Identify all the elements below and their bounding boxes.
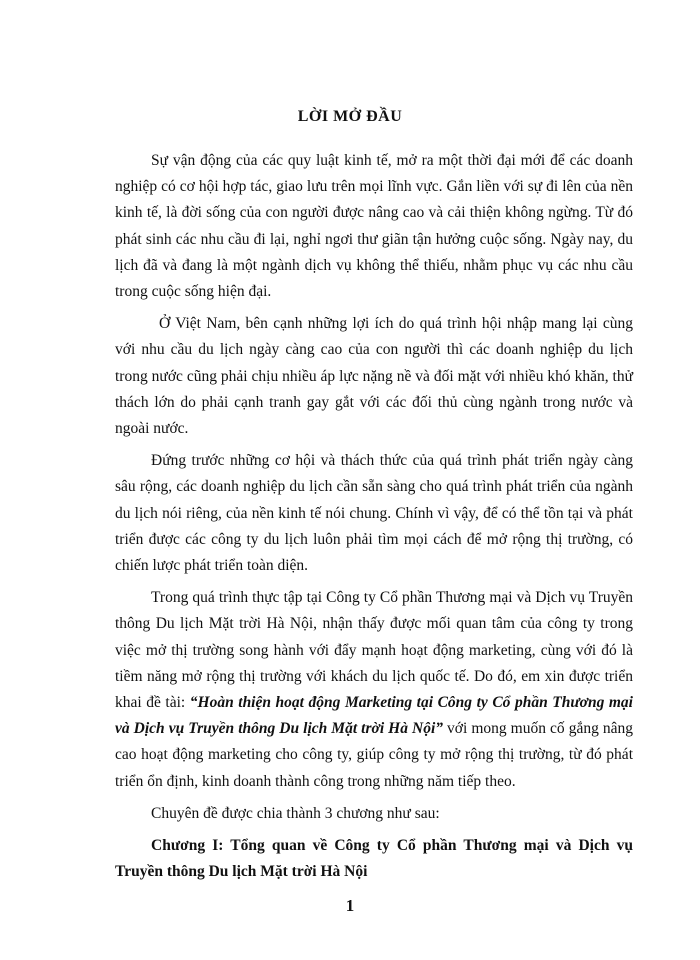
paragraph-intro: Sự vận động của các quy luật kinh tế, mở ra một thời đại mới để các doanh nghiệp có cơ hội hợp tác, giao lưu trên mọi lĩnh vực. Gắn liền với sự đi lên của nền kinh tế, là đời sống của con người được nâng cao và cải thiện không ngừng. Từ đó phát sinh các nhu cầu đi lại, nghỉ ngơi thư giãn tận hưởng cuộc sống. Ngày nay, du lịch đã và đang là một ngành dịch vụ không thể thiếu, nhằm phục vụ các nhu cầu trong cuộc sống hiện đại. — [115, 152, 633, 301]
paragraph-structure-intro: Chuyên đề được chia thành 3 chương như sau: — [151, 804, 440, 822]
paragraph-vietnam: Ở Việt Nam, bên cạnh những lợi ích do quá trình hội nhập mang lại cùng với nhu cầu du lịch ngày càng cao của con người thì các doanh nghiệp du lịch trong nước cũng phải chịu nhiều áp lực nặng nề và đối mặt với nhiều khó khăn, thử thách lớn do phải cạnh tranh gay gắt với các đối thủ cùng ngành trong nước và ngoài nước. — [115, 315, 633, 438]
chapter-1-heading: Chương I: Tổng quan về Công ty Cổ phần Thương mại và Dịch vụ Truyền thông Du lịch Mặt trời Hà Nội — [115, 837, 633, 881]
internship-text-before: Trong quá trình thực tập tại Công ty Cổ phần Thương mại và Dịch vụ Truyền thông Du lịch Mặt trời Hà Nội, nhận thấy được mối quan tâm của công ty trong việc mở thị trường song hành với đẩy mạnh hoạt động marketing, cùng với đó là tiềm năng mở rộng thị trường với khách du lịch quốc tế. Do đó, em xin được triển khai đề tài: — [115, 589, 633, 712]
internship-text-after: với mong muốn cố gắng nâng cao hoạt động marketing cho công ty, giúp công ty mở rộng thị trường, từ đó phát triển ổn định, kinh doanh thành công trong những năm tiếp theo. — [115, 720, 633, 790]
page-title: LỜI MỞ ĐẦU — [297, 108, 403, 125]
paragraph-internship — [115, 585, 633, 795]
thesis-topic: “Hoàn thiện hoạt động Marketing tại Công ty Cổ phần Thương mại và Dịch vụ Truyền thông Du lịch Mặt trời Hà Nội” — [115, 694, 633, 738]
page-number: 1 — [345, 896, 355, 915]
document-body — [115, 148, 633, 885]
paragraph-opportunities: Đứng trước những cơ hội và thách thức của quá trình phát triển ngày càng sâu rộng, các doanh nghiệp du lịch cần sẵn sàng cho quá trình phát triển của ngành du lịch nói riêng, của nền kinh tế nói chung. Chính vì vậy, để có thể tồn tại và phát triển được các công ty du lịch luôn phải tìm mọi cách để mở rộng thị trường, có chiến lược phát triển toàn diện. — [115, 452, 633, 575]
